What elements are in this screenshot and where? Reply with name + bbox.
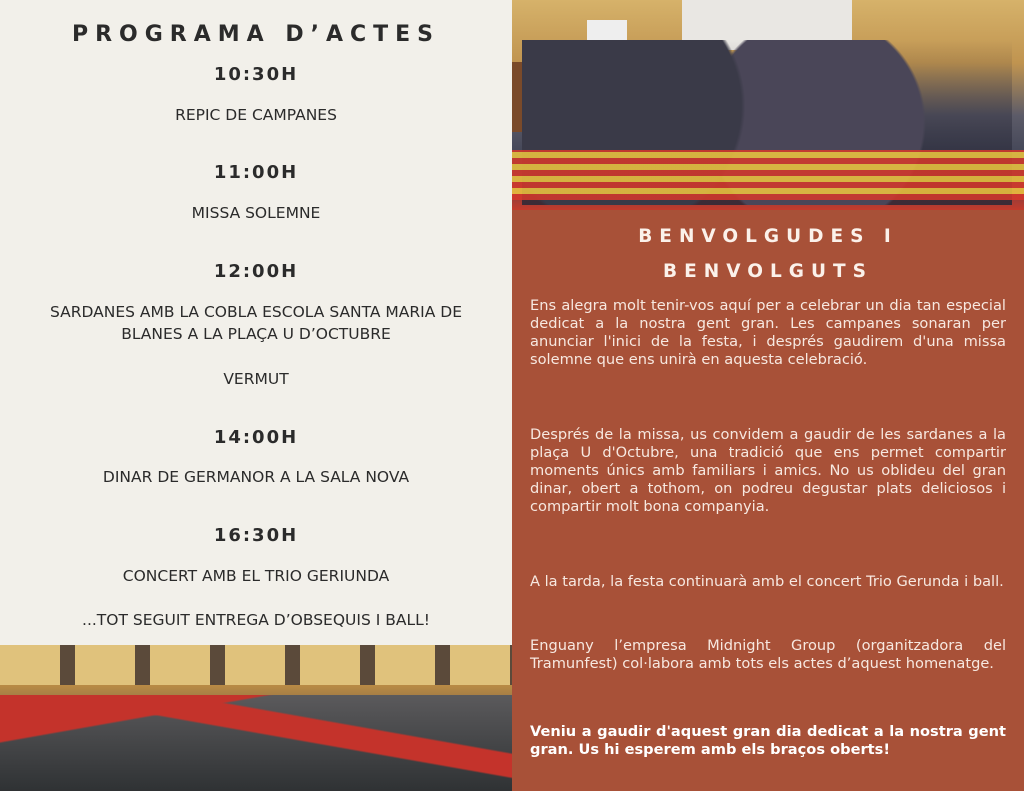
welcome-paragraph-3: A la tarda, la festa continuarà amb el concert Trio Gerunda i ball. xyxy=(530,573,1004,590)
activity-concert: CONCERT AMB EL TRIO GERIUNDA xyxy=(122,567,390,585)
time-1100: 11:00H xyxy=(213,162,299,183)
welcome-paragraph-2: Després de la missa, us convidem a gaudir de les sardanes a la plaça U d'Octubre, una tradició que ens permet compartir moments únics amb familiars i amics. No us oblideu del gran dinar, obert a tothom, on podreu degustar plats deliciosos i compartir molt bona companyia. xyxy=(530,426,1006,515)
welcome-title-line2: BENVOLGUTS xyxy=(663,261,873,282)
welcome-panel xyxy=(512,0,1024,791)
time-1030: 10:30H xyxy=(213,64,299,85)
activity-vermut: VERMUT xyxy=(223,370,289,388)
activity-sardanes-line1: SARDANES AMB LA COBLA ESCOLA SANTA MARIA DE xyxy=(49,303,463,321)
program-title: PROGRAMA D’ACTES xyxy=(71,22,441,47)
welcome-paragraph-1: Ens alegra molt tenir-vos aquí per a celebrar un dia tan especial dedicat a la nostra gent gran. Les campanes sonaran per anunciar l'inici de la festa, i després gaudirem d'una missa solemne que ens unirà en aquesta celebració. xyxy=(530,297,1006,368)
activity-bells: REPIC DE CAMPANES xyxy=(175,106,337,124)
activity-mass: MISSA SOLEMNE xyxy=(191,204,321,222)
time-1630: 16:30H xyxy=(213,525,299,546)
banquet-photo xyxy=(0,645,512,791)
banquet-tables xyxy=(0,695,512,791)
activity-lunch: DINAR DE GERMANOR A LA SALA NOVA xyxy=(102,468,410,486)
welcome-paragraph-4: Enguany l’empresa Midnight Group (organitzadora del Tramunfest) col·labora amb tots els actes d’aquest homenatge. xyxy=(530,637,1006,672)
group-photo xyxy=(512,0,1024,210)
welcome-title-line1: BENVOLGUDES I xyxy=(638,226,898,247)
activity-sardanes-line2: BLANES A LA PLAÇA U D’OCTUBRE xyxy=(121,325,391,343)
hall-windows xyxy=(0,645,512,685)
time-1400: 14:00H xyxy=(213,427,299,448)
welcome-closing: Veniu a gaudir d'aquest gran dia dedicat a la nostra gent gran. Us hi esperem amb els braços oberts! xyxy=(530,723,1006,758)
flag-stripes xyxy=(512,150,1024,200)
time-1200: 12:00H xyxy=(213,261,299,282)
activity-gifts-dance: ...TOT SEGUIT ENTREGA D’OBSEQUIS I BALL! xyxy=(82,611,430,629)
